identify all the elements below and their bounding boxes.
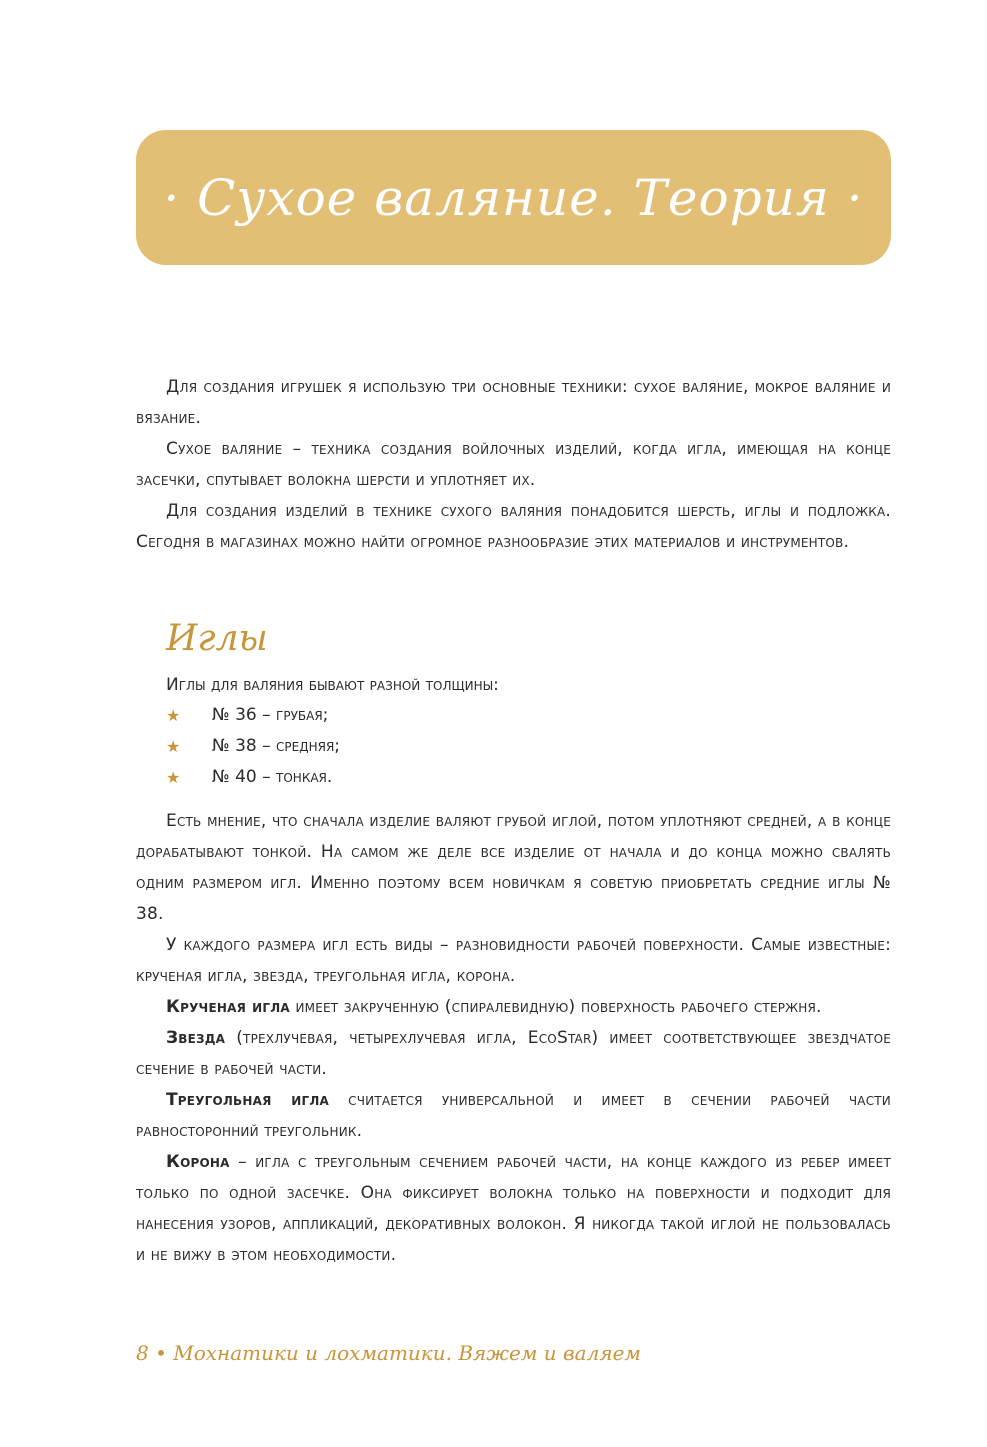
- star-icon: ★: [166, 737, 181, 756]
- list-item: ★ № 36 – грубая;: [166, 700, 340, 731]
- term-star: Звезда: [166, 1028, 226, 1048]
- term-triangular: Треугольная игла: [166, 1090, 329, 1110]
- term-twisted: Крученая игла: [166, 997, 290, 1017]
- title-banner: [136, 130, 891, 265]
- needle-sizes-list: [166, 700, 340, 793]
- term-crown: Корона: [166, 1152, 230, 1172]
- paragraph: Для создания изделий в технике сухого валяния понадобится шерсть, иглы и подложка. Сегодня в магазинах можно найти огромное разнообразие этих материалов и инструментов.: [136, 501, 891, 552]
- paragraph: У каждого размера игл есть виды – разновидности рабочей поверхности. Самые известные: крученая игла, звезда, треугольная игла, корона.: [136, 935, 891, 986]
- page-footer: 8 • Мохнатики и лохматики. Вяжем и валяем: [136, 1341, 641, 1365]
- paragraph: Корона – игла с треугольным сечением рабочей части, на конце каждого из ребер имеет только по одной засечке. Она фиксирует волокна только на поверхности и подходит для нанесения узоров, аппликаций, декоративных волокон. Я никогда такой иглой не пользовалась и не вижу в этом необходимости.: [136, 1152, 891, 1265]
- paragraph: Звезда (трехлучевая, четырехлучевая игла, EcoStar) имеет соответствующее звездчатое сечение в рабочей части.: [136, 1028, 891, 1079]
- needles-text: [136, 806, 891, 1271]
- section-heading: Иглы: [166, 618, 268, 659]
- paragraph: Треугольная игла считается универсальной и имеет в сечении рабочей части равносторонний треугольник.: [136, 1090, 891, 1141]
- chapter-title: · Сухое валяние. Теория ·: [163, 168, 864, 227]
- paragraph: Крученая игла имеет закрученную (спиралевидную) поверхность рабочего стержня.: [166, 997, 822, 1017]
- list-item: ★ № 40 – тонкая.: [166, 762, 340, 793]
- paragraph: Сухое валяние – техника создания войлочных изделий, когда игла, имеющая на конце засечки, спутывает волокна шерсти и уплотняет их.: [136, 439, 891, 490]
- list-item: ★ № 38 – средняя;: [166, 731, 340, 762]
- star-icon: ★: [166, 706, 181, 725]
- paragraph: Для создания игрушек я использую три основные техники: сухое валяние, мокрое валяние и вязание.: [136, 377, 891, 428]
- paragraph: Есть мнение, что сначала изделие валяют грубой иглой, потом уплотняют средней, а в конце дорабатывают тонкой. На самом же деле все изделие от начала и до конца можно свалять одним размером игл. Именно поэтому всем новичкам я советую приобретать средние иглы № 38.: [136, 811, 891, 924]
- intro-text: [136, 372, 891, 558]
- star-icon: ★: [166, 768, 181, 787]
- section-lead: Иглы для валяния бывают разной толщины:: [166, 675, 499, 695]
